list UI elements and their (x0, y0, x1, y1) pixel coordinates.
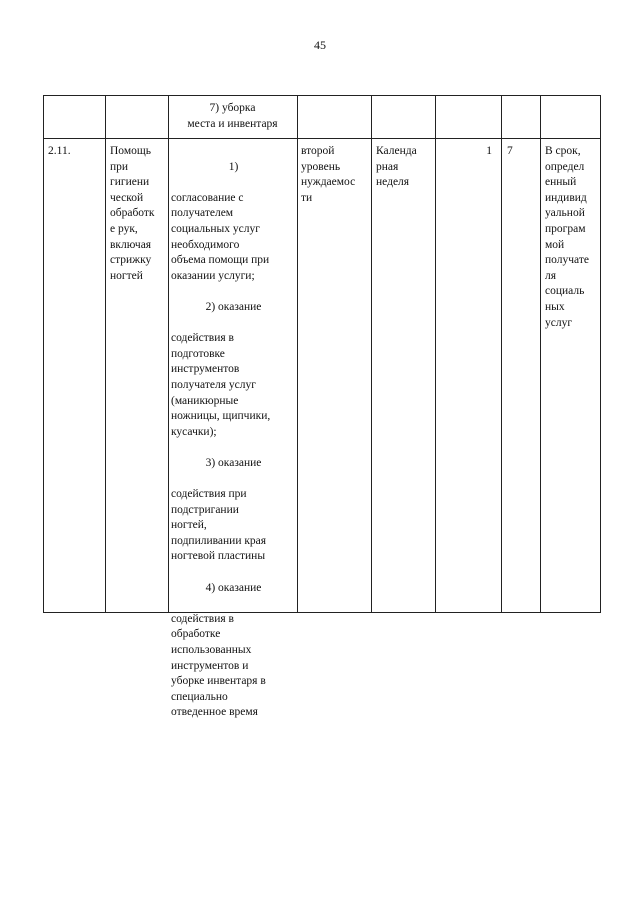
count-value: 1 (486, 145, 492, 157)
periodicity: Календа рная неделя (376, 145, 417, 189)
column-divider (297, 96, 298, 612)
description-step-4-number: 4) оказание (205, 581, 262, 594)
deadline: В срок, определ енный индивид уальной програм мой получате ля социаль ных услуг (545, 145, 589, 329)
description-step-1-text: согласование с получателем социальных услуг необходимого объема помощи при оказании услуги; (171, 191, 270, 282)
description-step-2-number: 2) оказание (205, 300, 262, 313)
column-divider (501, 96, 502, 612)
services-table (43, 95, 601, 719)
description-step-2-text: содействия в подготовке инструментов получателя услуг (маникюрные ножницы, щипчики, кусачки); (171, 332, 271, 438)
row-divider (44, 138, 600, 139)
service-description (171, 144, 296, 737)
description-step-1-number: 1) (228, 160, 239, 173)
column-divider (540, 96, 541, 612)
column-divider (435, 96, 436, 612)
need-level: второй уровень нуждаемос ти (301, 145, 356, 204)
column-divider (371, 96, 372, 612)
description-step-4-text: содействия в обработке использованных инструментов и уборке инвентаря в специально отведенное время (171, 612, 266, 719)
column-divider (105, 96, 106, 612)
page-number: 45 (314, 38, 326, 52)
continuation-description: 7) уборка места и инвентаря (187, 102, 278, 130)
service-name: Помощь при гигиени ческой обработк е рук, включая стрижку ногтей (110, 145, 155, 282)
description-step-3-text: содействия при подстригании ногтей, подпиливании края ногтевой пластины (171, 488, 267, 563)
description-step-3-number: 3) оказание (205, 456, 262, 469)
row-number: 2.11. (48, 145, 71, 157)
column-divider (168, 96, 169, 612)
quantity-value: 7 (507, 145, 513, 157)
